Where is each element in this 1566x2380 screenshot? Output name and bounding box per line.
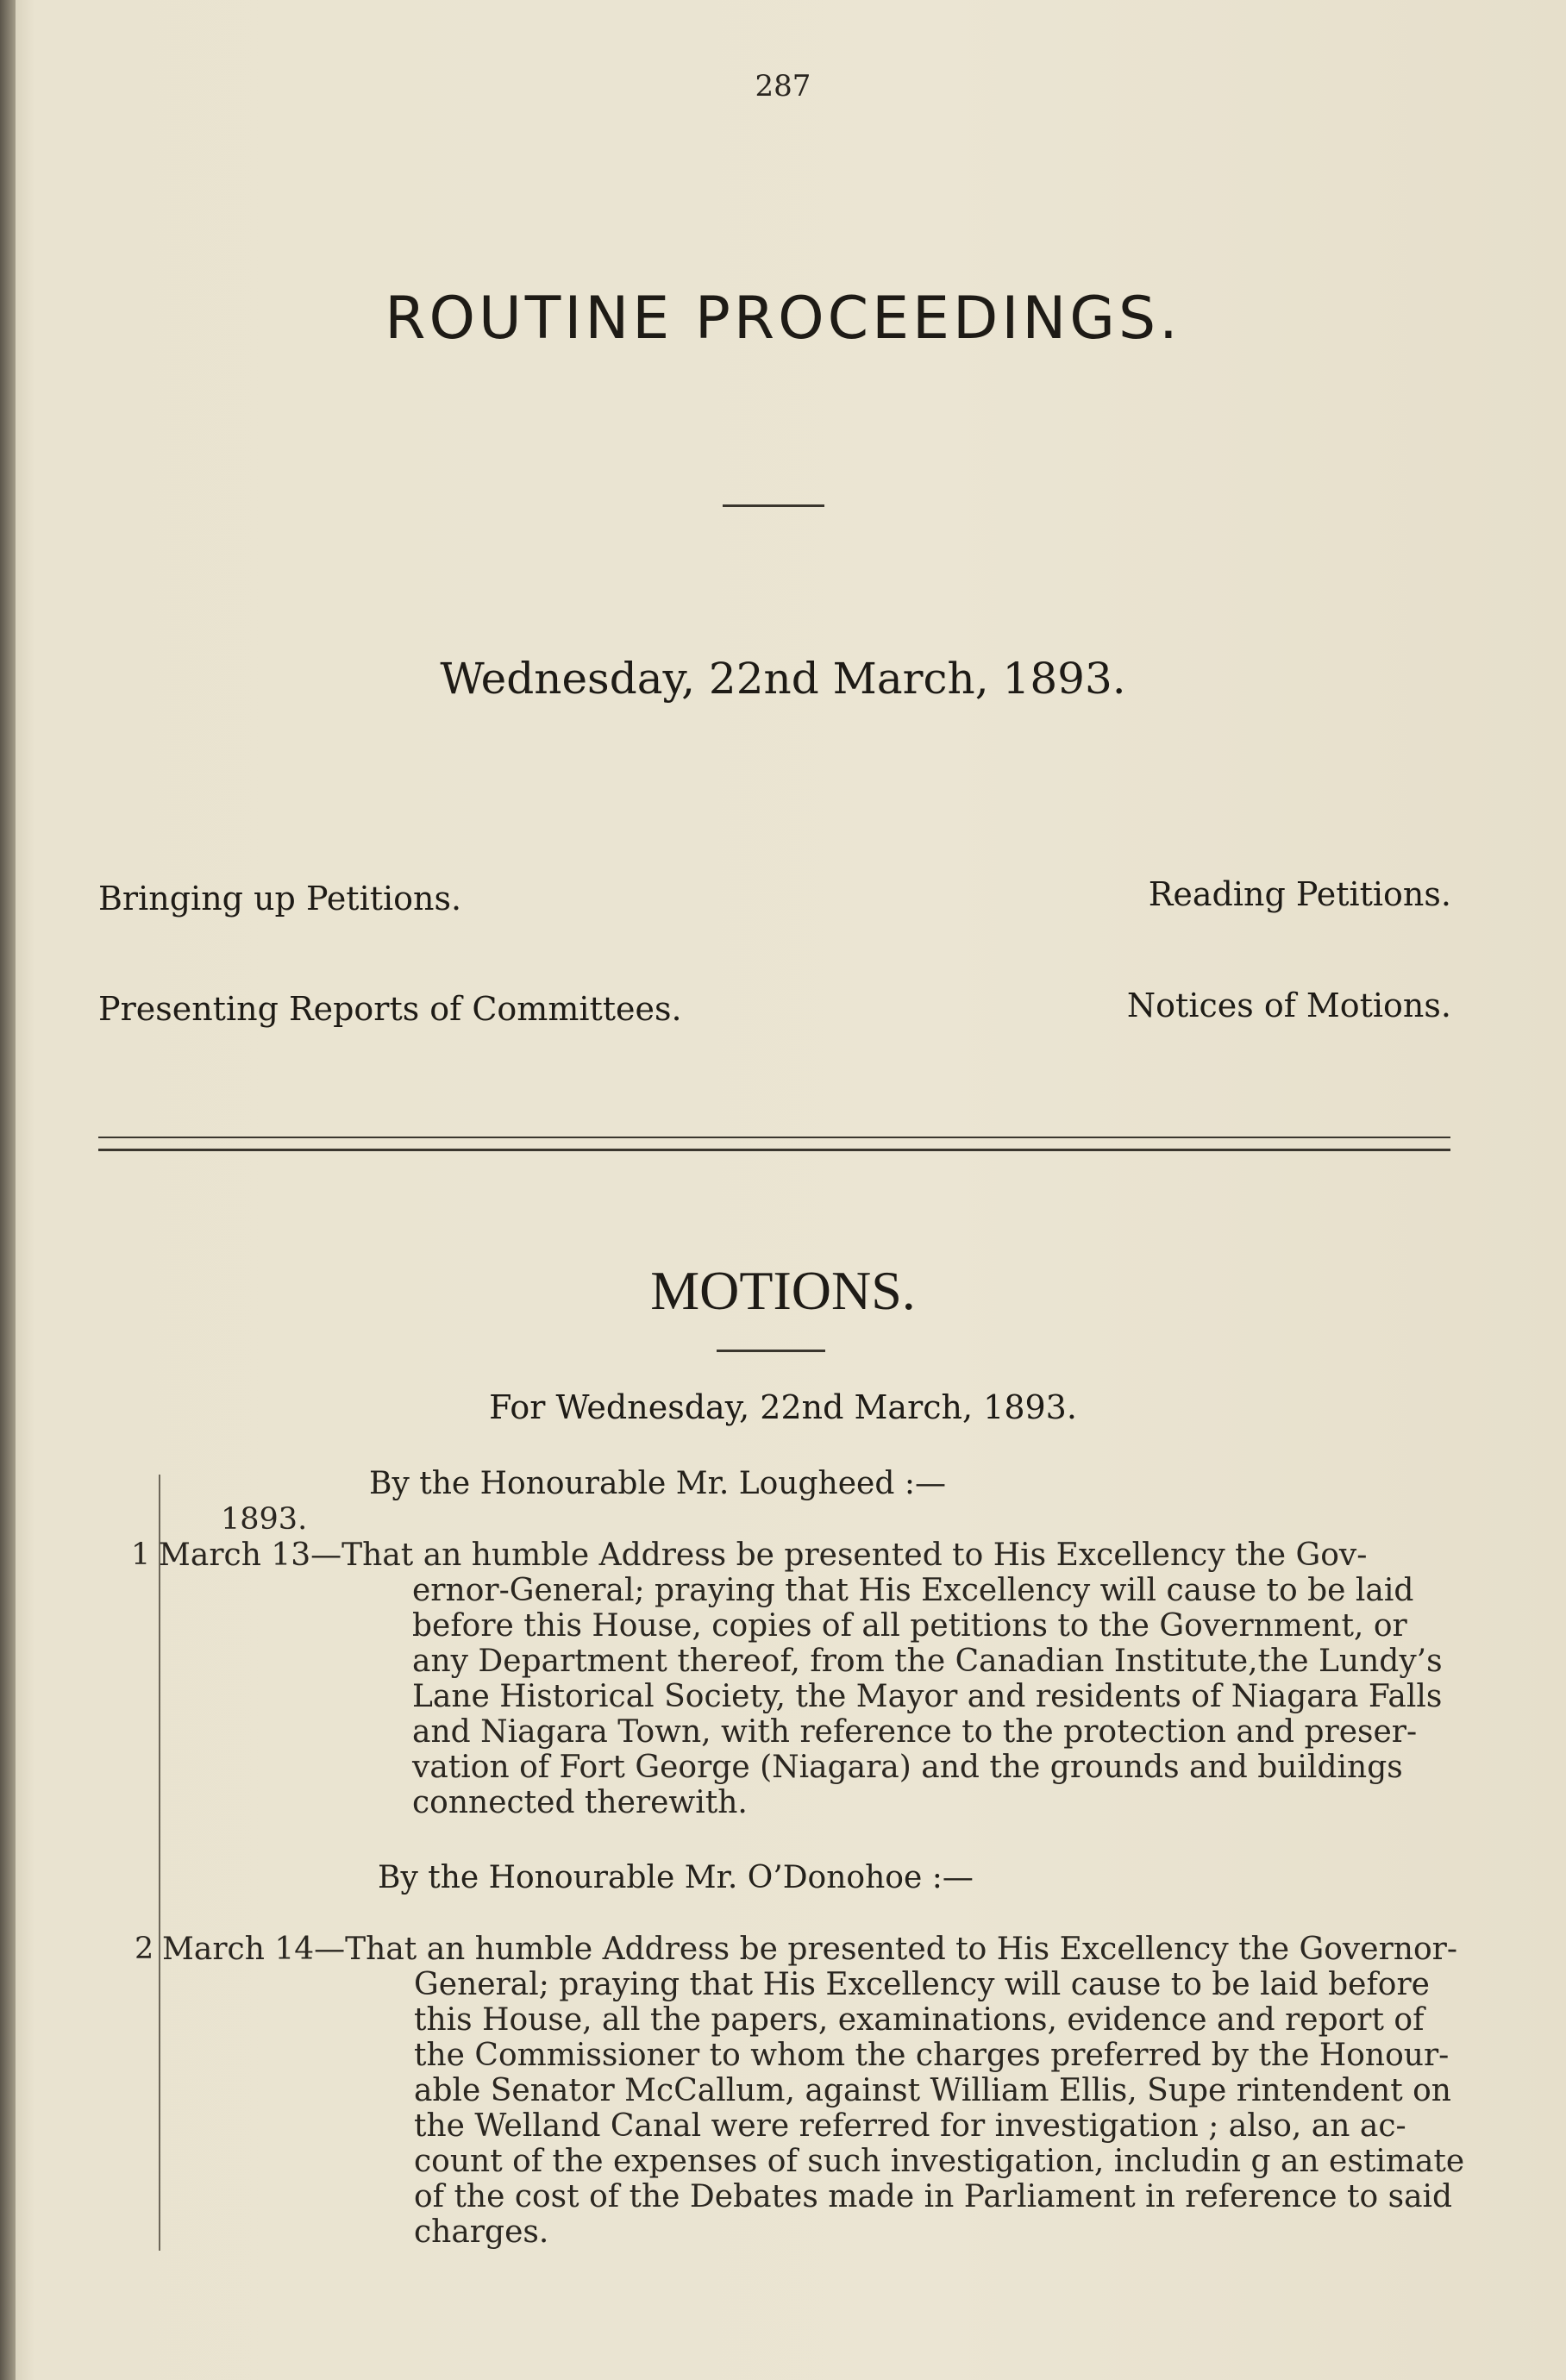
section-divider-bottom [98, 1149, 1450, 1151]
motion-1-year: 1893. [221, 1502, 308, 1537]
motion-1-number: 1 [131, 1538, 151, 1572]
motion-2-body [414, 1967, 1464, 2250]
book-spine-shadow [0, 0, 16, 2380]
motion-1-line: any Department thereof, from the Canadian Institute,the Lundy’s [412, 1644, 1443, 1679]
motion-2-line: of the cost of the Debates made in Parliament in reference to said [414, 2179, 1453, 2214]
title-divider [723, 504, 824, 507]
motions-subheading: For Wednesday, 22nd March, 1893. [489, 1388, 1077, 1426]
page-number: 287 [755, 69, 811, 103]
motion-1-mover: By the Honourable Mr. Lougheed :— [369, 1466, 946, 1501]
motion-2-number: 2 [135, 1932, 154, 1966]
motion-2-line: this House, all the papers, examinations, evidence and report of [414, 2002, 1425, 2038]
motion-1-line: ernor-General; praying that His Excellency will cause to be laid [412, 1573, 1414, 1608]
date-heading: Wednesday, 22nd March, 1893. [440, 654, 1126, 704]
motion-2-line: charges. [414, 2214, 549, 2250]
motion-2-lead: March 14—That an humble Address be presented to His Excellency the Governor- [162, 1932, 1458, 1967]
proceeding-notices-of-motions: Notices of Motions. [1126, 986, 1451, 1024]
motion-2-line: the Commissioner to whom the charges preferred by the Honour- [414, 2038, 1450, 2073]
motion-2-line: the Welland Canal were referred for investigation ; also, an ac- [414, 2108, 1406, 2144]
motion-1-line: vation of Fort George (Niagara) and the grounds and buildings [412, 1750, 1403, 1785]
section-divider-top [98, 1137, 1450, 1138]
motions-divider [717, 1350, 825, 1352]
motion-1-body [412, 1573, 1443, 1820]
motion-1-line: connected therewith. [412, 1785, 748, 1820]
motion-1-line: before this House, copies of all petitions to the Government, or [412, 1608, 1407, 1644]
proceeding-bringing-up-petitions: Bringing up Petitions. [98, 880, 462, 918]
page-title: ROUTINE PROCEEDINGS. [385, 285, 1181, 353]
motion-2-line: General; praying that His Excellency will cause to be laid before [414, 1967, 1430, 2002]
motion-1-line: Lane Historical Society, the Mayor and residents of Niagara Falls [412, 1679, 1443, 1714]
motion-1-line: and Niagara Town, with reference to the protection and preser- [412, 1714, 1418, 1750]
motions-heading: MOTIONS. [650, 1260, 916, 1321]
proceeding-reading-petitions: Reading Petitions. [1148, 875, 1451, 913]
motion-2-line: count of the expenses of such investigation, includin g an estimate [414, 2144, 1465, 2179]
proceeding-presenting-reports: Presenting Reports of Committees. [98, 990, 682, 1028]
motion-1-lead: March 13—That an humble Address be presented to His Excellency the Gov- [159, 1538, 1368, 1573]
motion-2-mover: By the Honourable Mr. O’Donohoe :— [378, 1860, 974, 1895]
margin-rule [159, 1475, 160, 2251]
motion-2-line: able Senator McCallum, against William Ellis, Supe rintendent on [414, 2073, 1451, 2108]
